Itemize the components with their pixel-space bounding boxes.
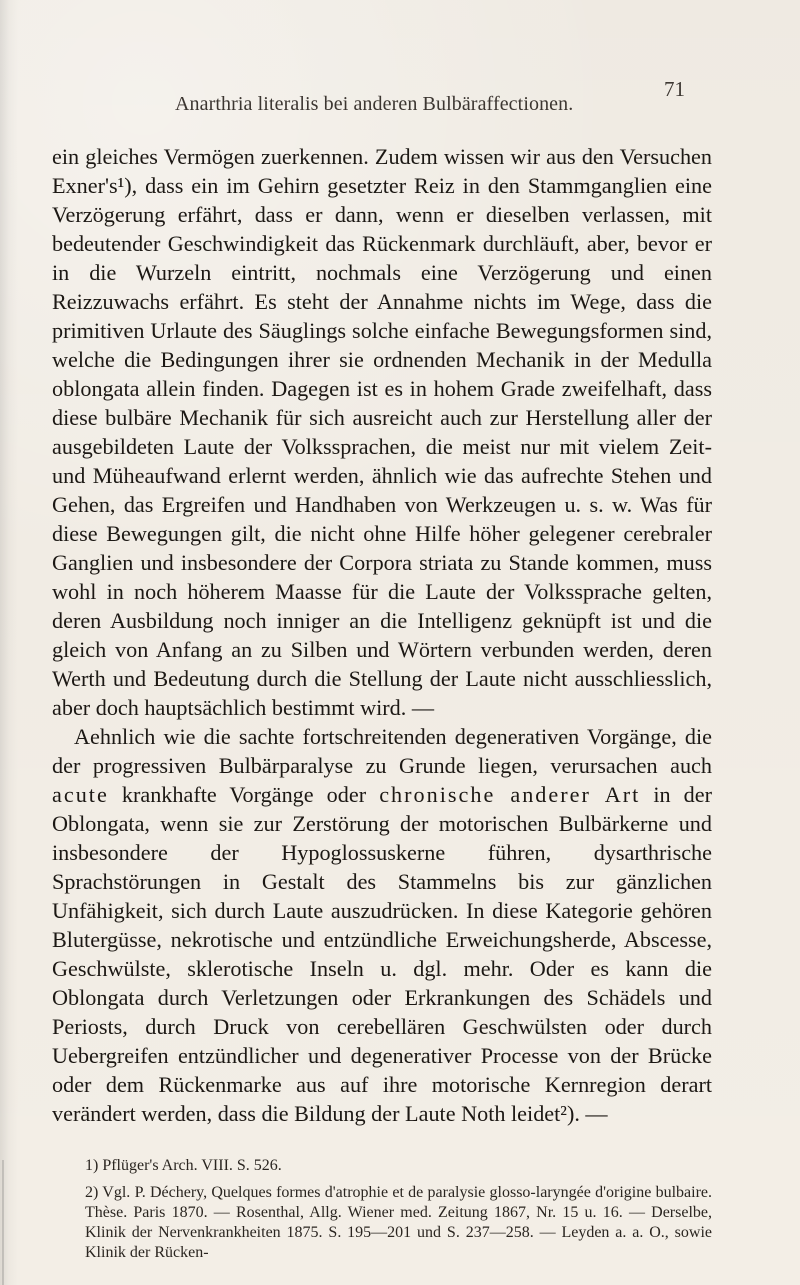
footnote-2: 2) Vgl. P. Déchery, Quelques formes d'atrophie et de paralysie glosso-laryngée d'origine bulbaire. Thèse. Paris 1870. — Rosenthal, Allg. Wiener med. Zeitung 1867, Nr. 15 u. 16. — Derselbe, Klinik der Nervenkrankheiten 1875. S. 195—201 und S. 237—258. — Leyden a. a. O., sowie Klinik der Rücken- xyxy=(85,1184,712,1261)
page-header xyxy=(0,77,800,116)
paragraph-2-part-c: in der Oblongata, wenn sie zur Zerstörung der motorischen Bulbärkerne und insbesondere der Hypoglossuskerne führen, dysarthrische Sprachstörungen in Gestalt des Stammelns bis zur gänzlichen Unfähigkeit, sich durch Laute auszudrücken. In diese Kategorie gehören Blutergüsse, nekrotische und entzündliche Erweichungsherde, Abscesse, Geschwülste, sklerotische Inseln u. dgl. mehr. Oder es kann die Oblongata durch Verletzungen oder Erkrankungen des Schädels und Periosts, durch Druck von cerebellären Geschwülsten oder durch Uebergreifen entzündlicher und degenerativer Processe von der Brücke oder dem Rückenmarke aus auf ihre motorische Kernregion derart verändert werden, dass die Bildung der Laute Noth leidet²). — xyxy=(52,782,713,1126)
footnotes xyxy=(52,1156,712,1263)
chronische-emphasis: chronische anderer Art xyxy=(379,782,641,807)
page-edge-mark xyxy=(2,1160,4,1285)
paragraph-2 xyxy=(52,722,712,1128)
paragraph-2-part-a: Aehnlich wie die sachte fortschreitenden degenerativen Vorgänge, die der progressiven Bulbärparalyse zu Grunde liegen, verursachen auch xyxy=(52,724,712,778)
acute-emphasis: acute xyxy=(52,782,109,807)
main-text xyxy=(52,142,712,1128)
paragraph-2-part-b: krankhafte Vorgänge oder xyxy=(108,782,380,807)
page-number: 71 xyxy=(664,77,685,101)
page-edge-shadow xyxy=(0,0,18,1285)
running-head: Anarthria literalis bei anderen Bulbäraffectionen. xyxy=(175,93,574,115)
footnote-1: 1) Pflüger's Arch. VIII. S. 526. xyxy=(85,1157,282,1174)
paragraph-1: ein gleiches Vermögen zuerkennen. Zudem wissen wir aus den Versuchen Exner's¹), dass ein im Gehirn gesetzter Reiz in den Stammganglien eine Verzögerung erfährt, dass er dann, wenn er dieselben verlassen, mit bedeutender Geschwindigkeit das Rückenmark durchläuft, aber, bevor er in die Wurzeln eintritt, nochmals eine Verzögerung und einen Reizzuwachs erfährt. Es steht der Annahme nichts im Wege, dass die primitiven Urlaute des Säuglings solche einfache Bewegungsformen sind, welche die Bedingungen ihrer sie ordnenden Mechanik in der Medulla oblongata allein finden. Dagegen ist es in hohem Grade zweifelhaft, dass diese bulbäre Mechanik für sich ausreicht auch zur Herstellung aller der ausgebildeten Laute der Volkssprachen, die meist nur mit vielem Zeit- und Müheaufwand erlernt werden, ähnlich wie das aufrechte Stehen und Gehen, das Ergreifen und Handhaben von Werkzeugen u. s. w. Was für diese Bewegungen gilt, die nicht ohne Hilfe höher gelegener cerebraler Ganglien und insbesondere der Corpora striata zu Stande kommen, muss wohl in noch höherem Maasse für die Laute der Volkssprache gelten, deren Ausbildung noch inniger an die Intelligenz geknüpft ist und die gleich von Anfang an zu Silben und Wörtern verbunden werden, deren Werth und Bedeutung durch die Stellung der Laute nicht ausschliesslich, aber doch hauptsächlich bestimmt wird. — xyxy=(52,144,712,720)
